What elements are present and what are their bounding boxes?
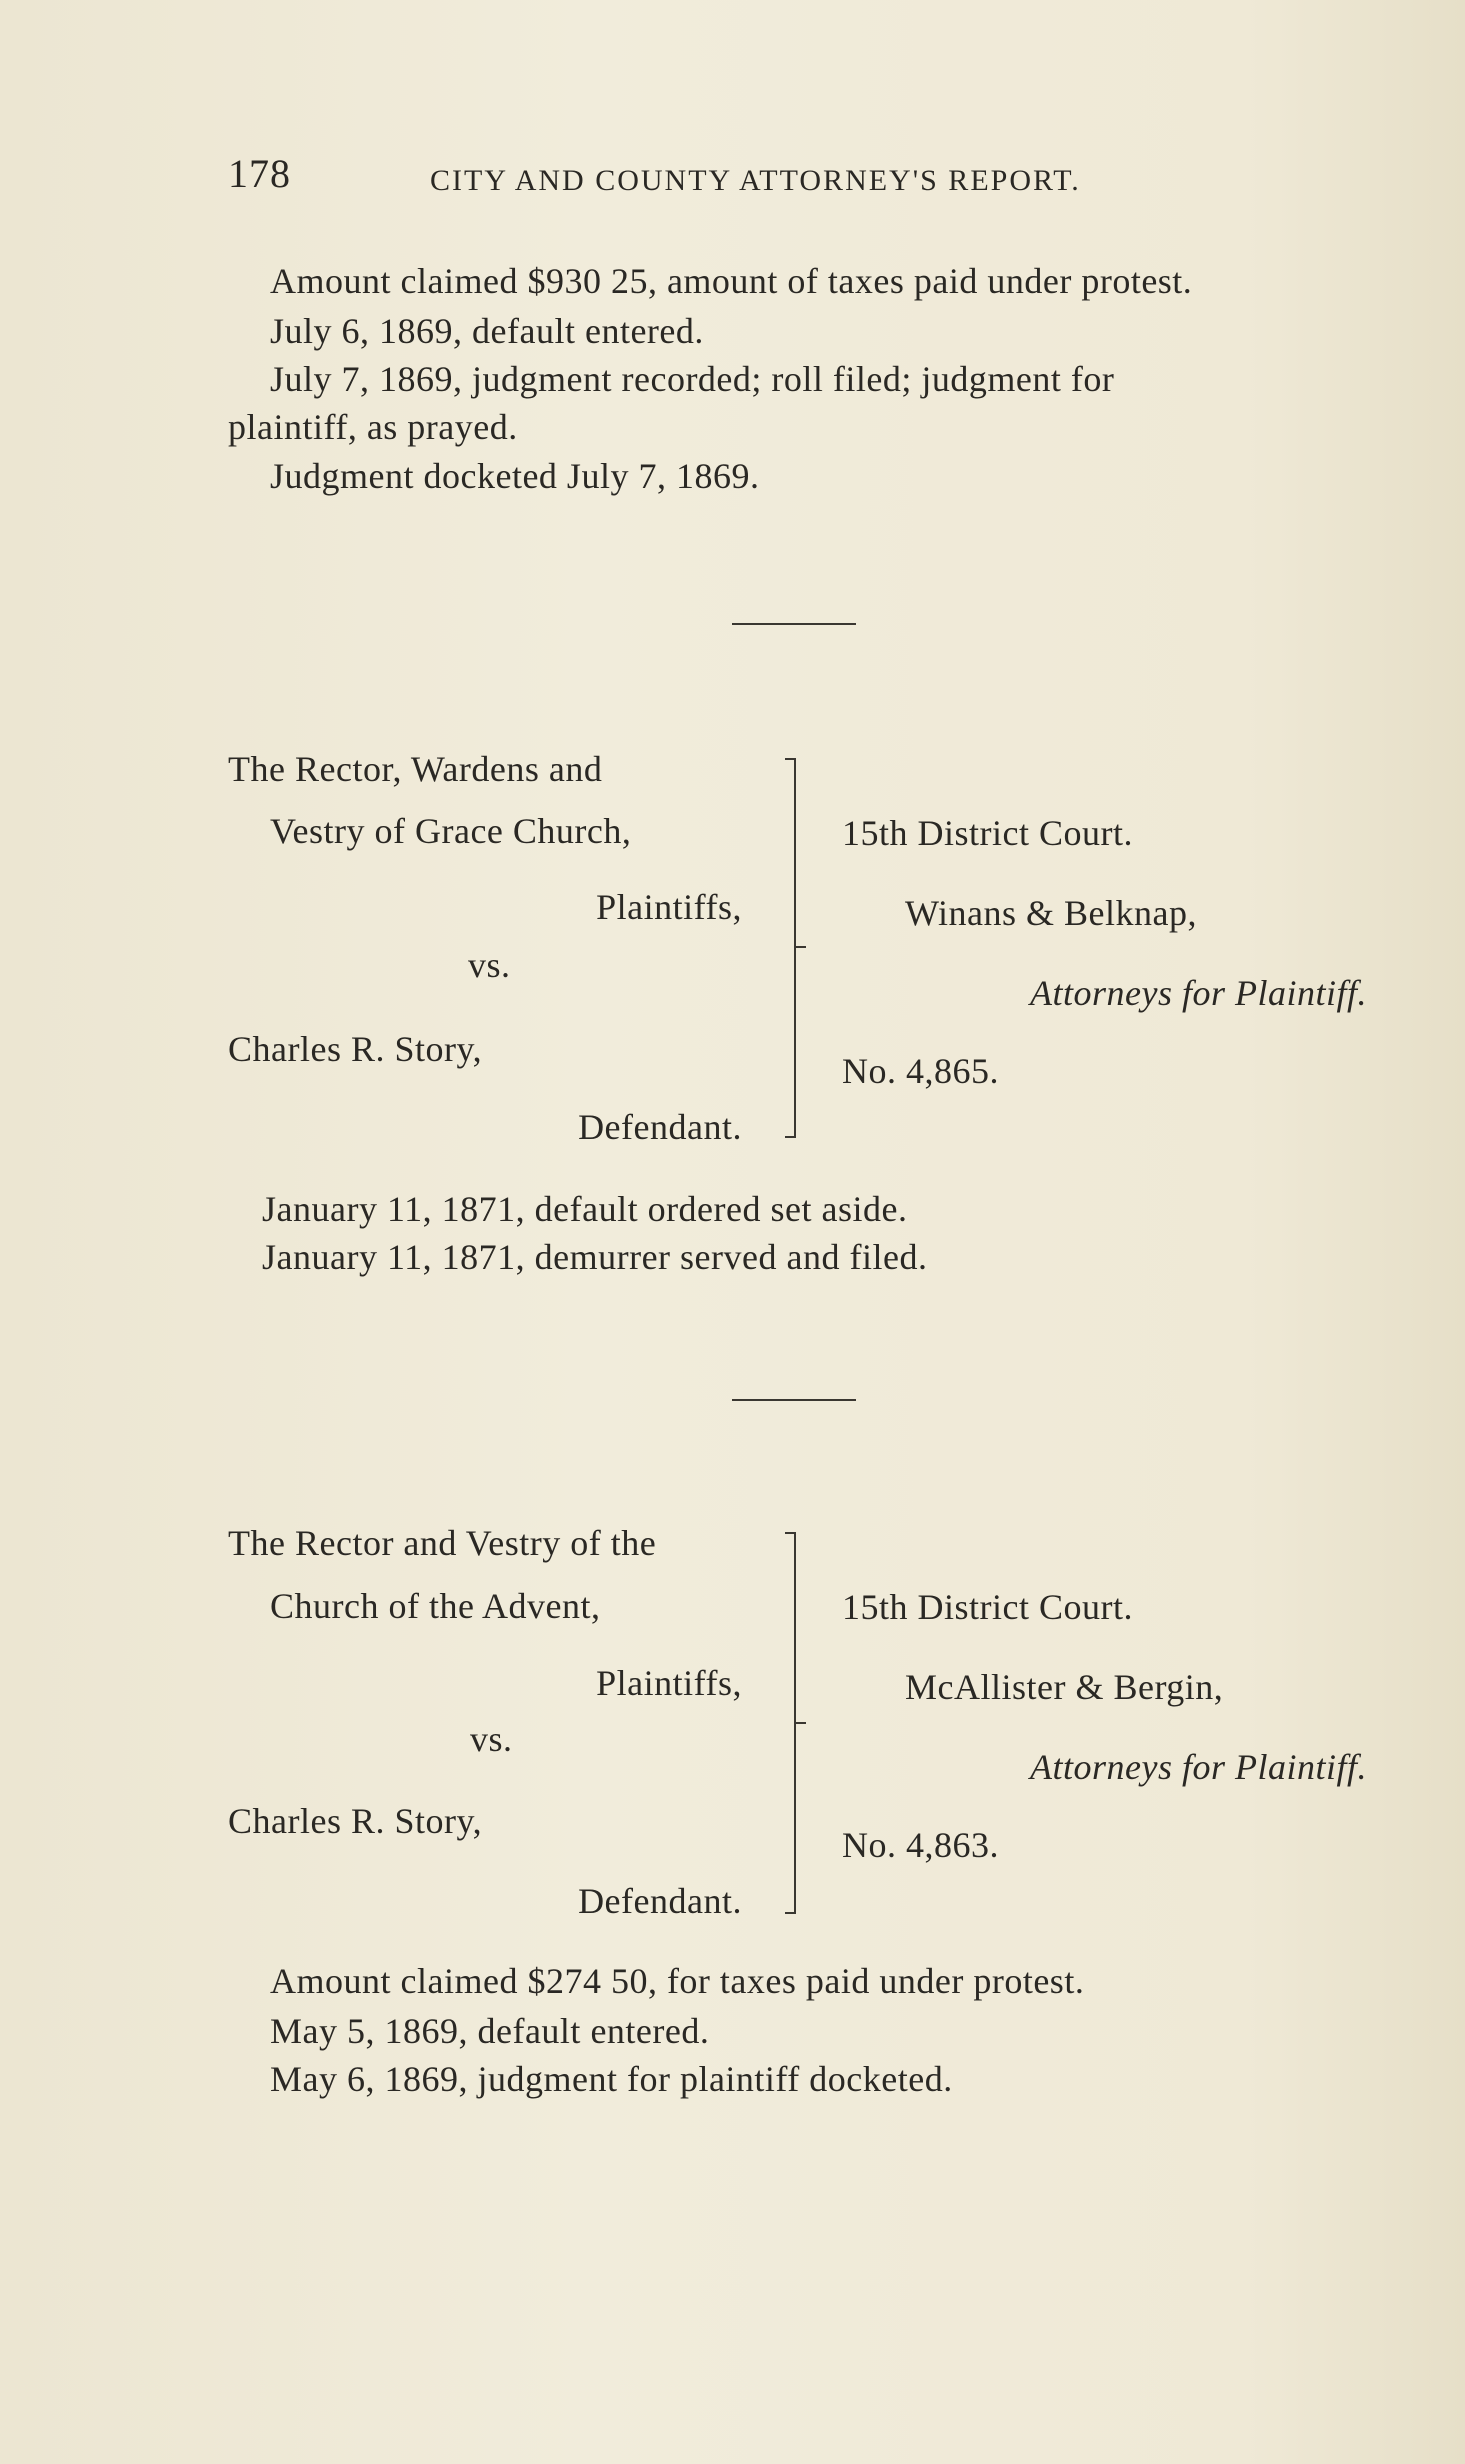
case2-note: May 5, 1869, default entered. bbox=[270, 2011, 710, 2051]
case1-plaintiff-line1: The Rector, Wardens and bbox=[228, 749, 603, 789]
case2-vs: vs. bbox=[470, 1719, 513, 1759]
running-title: CITY AND COUNTY ATTORNEY'S REPORT. bbox=[430, 164, 1081, 197]
section-divider bbox=[732, 1399, 856, 1401]
case1-note: January 11, 1871, demurrer served and filed. bbox=[262, 1237, 928, 1277]
prev-case-line: July 6, 1869, default entered. bbox=[270, 311, 704, 351]
case1-court: 15th District Court. bbox=[842, 813, 1133, 853]
case2-plaintiff-line2: Church of the Advent, bbox=[270, 1586, 601, 1626]
case2-note: Amount claimed $274 50, for taxes paid under protest. bbox=[270, 1961, 1085, 2001]
case2-court: 15th District Court. bbox=[842, 1587, 1133, 1627]
case2-attorneys-role: Attorneys for Plaintiff. bbox=[1030, 1747, 1367, 1787]
case2-bracket-bottom bbox=[785, 1912, 795, 1914]
case1-bracket bbox=[794, 758, 796, 1138]
case2-bracket-point bbox=[796, 1722, 806, 1724]
case2-note: May 6, 1869, judgment for plaintiff docketed. bbox=[270, 2059, 953, 2099]
case1-defendant-name: Charles R. Story, bbox=[228, 1029, 483, 1069]
case2-attorneys: McAllister & Bergin, bbox=[905, 1667, 1224, 1707]
case1-bracket-point bbox=[796, 946, 806, 948]
case2-bracket-top bbox=[785, 1532, 795, 1534]
case2-number: No. 4,863. bbox=[842, 1825, 999, 1865]
case1-plaintiffs-label: Plaintiffs, bbox=[596, 887, 742, 927]
case1-bracket-top bbox=[785, 758, 795, 760]
case2-defendant-label: Defendant. bbox=[578, 1881, 742, 1921]
case1-plaintiff-line2: Vestry of Grace Church, bbox=[270, 811, 632, 851]
section-divider bbox=[732, 623, 856, 625]
case2-plaintiff-line1: The Rector and Vestry of the bbox=[228, 1523, 657, 1563]
case1-defendant-label: Defendant. bbox=[578, 1107, 742, 1147]
case2-defendant-name: Charles R. Story, bbox=[228, 1801, 483, 1841]
prev-case-line: Judgment docketed July 7, 1869. bbox=[270, 456, 760, 496]
case1-attorneys-role: Attorneys for Plaintiff. bbox=[1030, 973, 1367, 1013]
page-number: 178 bbox=[228, 151, 291, 196]
prev-case-line: July 7, 1869, judgment recorded; roll filed; judgment for bbox=[270, 359, 1115, 399]
case2-plaintiffs-label: Plaintiffs, bbox=[596, 1663, 742, 1703]
case1-vs: vs. bbox=[468, 945, 511, 985]
prev-case-line: Amount claimed $930 25, amount of taxes paid under protest. bbox=[270, 261, 1193, 301]
prev-case-line: plaintiff, as prayed. bbox=[228, 407, 518, 447]
case1-note: January 11, 1871, default ordered set aside. bbox=[262, 1189, 908, 1229]
case1-attorneys: Winans & Belknap, bbox=[905, 893, 1197, 933]
case1-number: No. 4,865. bbox=[842, 1051, 999, 1091]
case1-bracket-bottom bbox=[785, 1136, 795, 1138]
